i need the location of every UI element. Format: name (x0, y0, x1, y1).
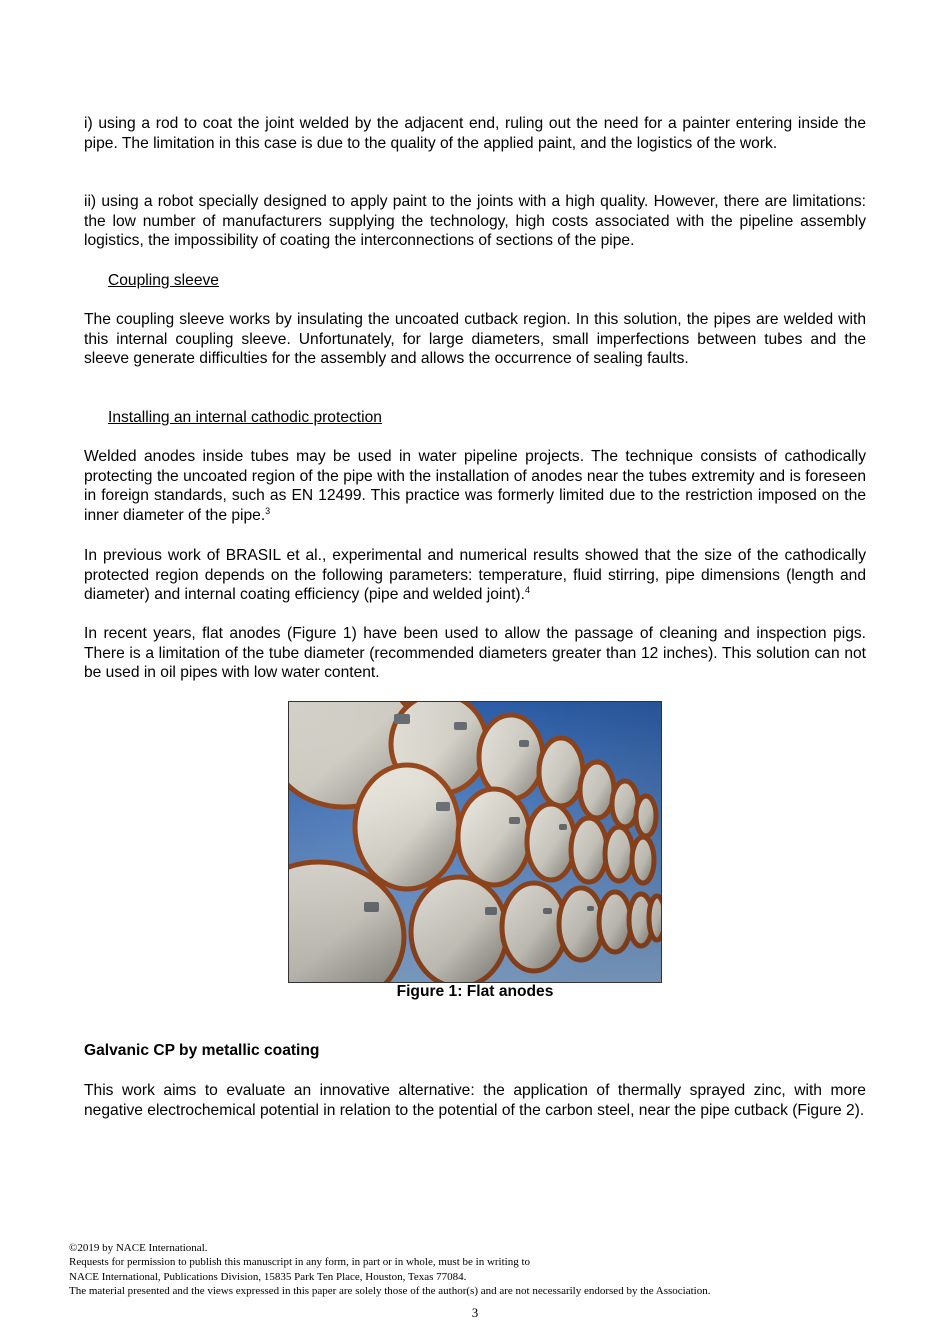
paragraph-coupling-sleeve: The coupling sleeve works by insulating the uncoated cutback region. In this solution, the pipes are welded with this internal coupling sleeve. Unfortunately, for large diameters, small imperfections between tubes and the sleeve generate difficulties for the assembly and allows the occurrence of sealing faults. (84, 311, 866, 368)
paragraph-rod-method: i) using a rod to coat the joint welded by the adjacent end, ruling out the need for a painter entering inside the pipe. The limitation in this case is due to the quality of the applied paint, and the logistics of the work. (84, 115, 866, 152)
paragraph-welded-anodes (84, 447, 866, 525)
subheading-coupling-sleeve: Coupling sleeve (108, 272, 219, 289)
paragraph-robot-method: ii) using a robot specially designed to apply paint to the joints with a high quality. However, there are limitations: the low number of manufacturers supplying the technology, high costs associated with the pipeline assembly logistics, the impossibility of coating the interconnections of sections of the pipe. (84, 193, 866, 250)
section-heading: Galvanic CP by metallic coating (84, 1042, 320, 1059)
footer-copyright: ©2019 by NACE International. (69, 1242, 208, 1254)
paragraph-brasil-work-text: In previous work of BRASIL et al., experimental and numerical results showed that the size of the cathodically protected region depends on the following parameters: temperature, fluid stirring, pipe dimensions (length and diameter) and internal coating efficiency (pipe and welded joint). (84, 547, 866, 604)
footer-address: NACE International, Publications Division, 15835 Park Ten Place, Houston, Texas 77084. (69, 1270, 467, 1283)
paragraph-flat-anodes: In recent years, flat anodes (Figure 1) have been used to allow the passage of cleaning and inspection pigs. There is a limitation of the tube diameter (recommended diameters greater than 12 inches). This solution can not be used in oil pipes with low water content. (84, 625, 866, 682)
footer-disclaimer: The material presented and the views expressed in this paper are solely those of the author(s) and are not necessarily endorsed by the Association. (69, 1284, 711, 1297)
footer-permission: Requests for permission to publish this manuscript in any form, in part or in whole, must be in writing to (69, 1256, 531, 1269)
figure-caption: Figure 1: Flat anodes (396, 983, 554, 1000)
reference-3: 3 (265, 505, 271, 516)
paragraph-section-intro: This work aims to evaluate an innovative alternative: the application of thermally sprayed zinc, with more negative electrochemical potential in relation to the potential of the carbon steel, near the pipe cutback (Figure 2). (84, 1082, 866, 1119)
paragraph-welded-anodes-text: Welded anodes inside tubes may be used in water pipeline projects. The technique consists of cathodically protecting the uncoated region of the pipe with the installation of anodes near the tubes extremity and is foreseen in foreign standards, such as EN 12499. This practice was formerly limited due to the restriction imposed on the inner diameter of the pipe. (84, 448, 866, 524)
paragraph-brasil-work (84, 546, 866, 605)
figure-flat-anodes-photo (288, 701, 662, 983)
page-number: 3 (471, 1305, 479, 1320)
footer (69, 1241, 710, 1298)
subheading-internal-cathodic-protection: Installing an internal cathodic protection (108, 409, 382, 426)
reference-4: 4 (524, 585, 530, 596)
